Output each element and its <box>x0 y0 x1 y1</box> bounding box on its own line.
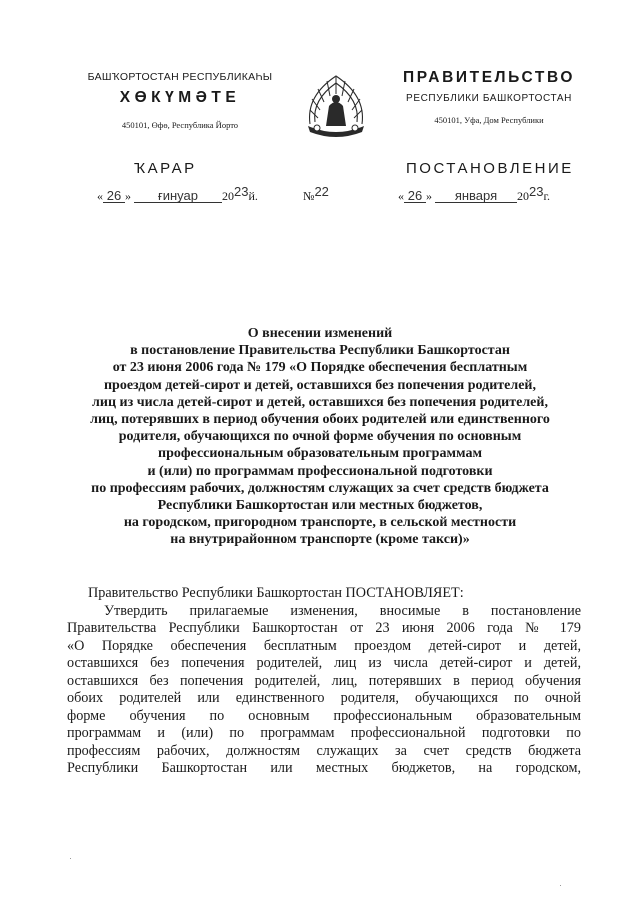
title-line: профессиональным образовательным программам <box>158 446 482 462</box>
title-line: родителя, обучающихся по очной форме обучения по основным <box>118 429 522 445</box>
number-sign: № <box>303 189 315 203</box>
date-right-year-prefix: 20 <box>517 189 529 203</box>
header-left <box>85 71 275 130</box>
date-left-day: 26 <box>103 189 125 203</box>
title-line: лиц из числа детей-сирот и детей, оставшихся без попечения родителей, <box>92 394 548 410</box>
header-left-address: 450101, Өфө, Республика Йорто <box>121 120 239 130</box>
date-left-year-mark: й. <box>248 189 258 203</box>
header-left-republic: БАШҠОРТОСТАН РЕСПУБЛИКАҺЫ <box>87 71 273 83</box>
date-right-month: января <box>435 189 517 203</box>
document-title <box>40 325 600 549</box>
date-right-open-quote: « <box>398 189 404 203</box>
scan-speck <box>560 885 561 886</box>
scan-speck <box>70 858 71 859</box>
body-line: форме обучения по основным профессиональным образовательным <box>67 707 581 724</box>
title-line: от 23 июня 2006 года № 179 «О Порядке обеспечения бесплатным <box>112 360 528 376</box>
title-line: О внесении изменений <box>247 326 393 341</box>
date-right-year-mark: г. <box>543 189 551 203</box>
header-right <box>398 69 580 125</box>
header-left-government: ХӨКҮМӘТЕ <box>119 89 241 106</box>
title-line: на городском, пригородном транспорте, в сельской местности <box>123 515 517 531</box>
bashkortostan-coat-of-arms-icon <box>296 66 376 146</box>
body-line: Утвердить прилагаемые изменения, вносимые в постановление <box>104 602 581 619</box>
title-line: проездом детей-сирот и детей, оставшихся без попечения родителей, <box>103 377 536 393</box>
date-right-close-quote: » <box>426 189 432 203</box>
body-line: программам и (или) по программам профессиональной подготовки по <box>67 725 581 741</box>
date-left-year-suffix: 23 <box>234 184 249 199</box>
header-right-address: 450101, Уфа, Дом Республики <box>434 115 544 125</box>
title-line: Республики Башкортостан или местных бюджетов, <box>157 498 483 514</box>
body-line: оставшихся без попечения родителей, лиц, потерявших в период обучения <box>67 672 581 689</box>
title-line: на внутрирайонном транспорте (кроме такси)» <box>170 532 470 548</box>
title-line: лиц, потерявших в период обучения обоих родителей или единственного <box>90 412 550 428</box>
date-right-year-suffix: 23 <box>529 184 544 199</box>
decree-line: Правительство Республики Башкортостан ПОСТАНОВЛЯЕТ: <box>88 585 464 601</box>
header-right-government: ПРАВИТЕЛЬСТВО <box>402 69 576 86</box>
body-line: профессиям рабочих, должностям служащих за счет средств бюджета <box>67 742 581 759</box>
title-line: в постановление Правительства Республики Башкортостан <box>130 343 510 359</box>
document-body <box>67 585 581 778</box>
body-line: Правительства Республики Башкортостан от 23 июня 2006 года № 179 <box>67 620 581 636</box>
date-left-month: ғинуар <box>134 189 222 203</box>
number-value: 22 <box>314 184 329 199</box>
body-line: Республики Башкортостан или местных бюджетов, на городском, <box>67 760 581 776</box>
title-line: и (или) по программам профессиональной подготовки <box>147 463 493 479</box>
body-line: оставшихся без попечения родителей, лиц из числа детей-сирот и детей, <box>67 655 581 671</box>
body-line: обоих родителей или единственного родителя, обучающихся по очной <box>67 690 581 706</box>
date-left <box>97 184 258 204</box>
date-left-year-prefix: 20 <box>222 189 234 203</box>
body-line: «О Порядке обеспечения бесплатным проездом детей-сирот и детей, <box>67 637 581 654</box>
date-left-open-quote: « <box>97 189 103 203</box>
doc-kind-karar: ҠАРАР <box>134 160 197 177</box>
date-right <box>398 184 551 204</box>
title-line: по профессиям рабочих, должностям служащих за счет средств бюджета <box>91 480 549 496</box>
date-right-day: 26 <box>404 189 426 203</box>
document-number <box>303 184 329 204</box>
date-left-close-quote: » <box>125 189 131 203</box>
doc-kind-postanovlenie: ПОСТАНОВЛЕНИЕ <box>406 160 574 177</box>
header-right-republic: РЕСПУБЛИКИ БАШКОРТОСТАН <box>406 93 572 104</box>
